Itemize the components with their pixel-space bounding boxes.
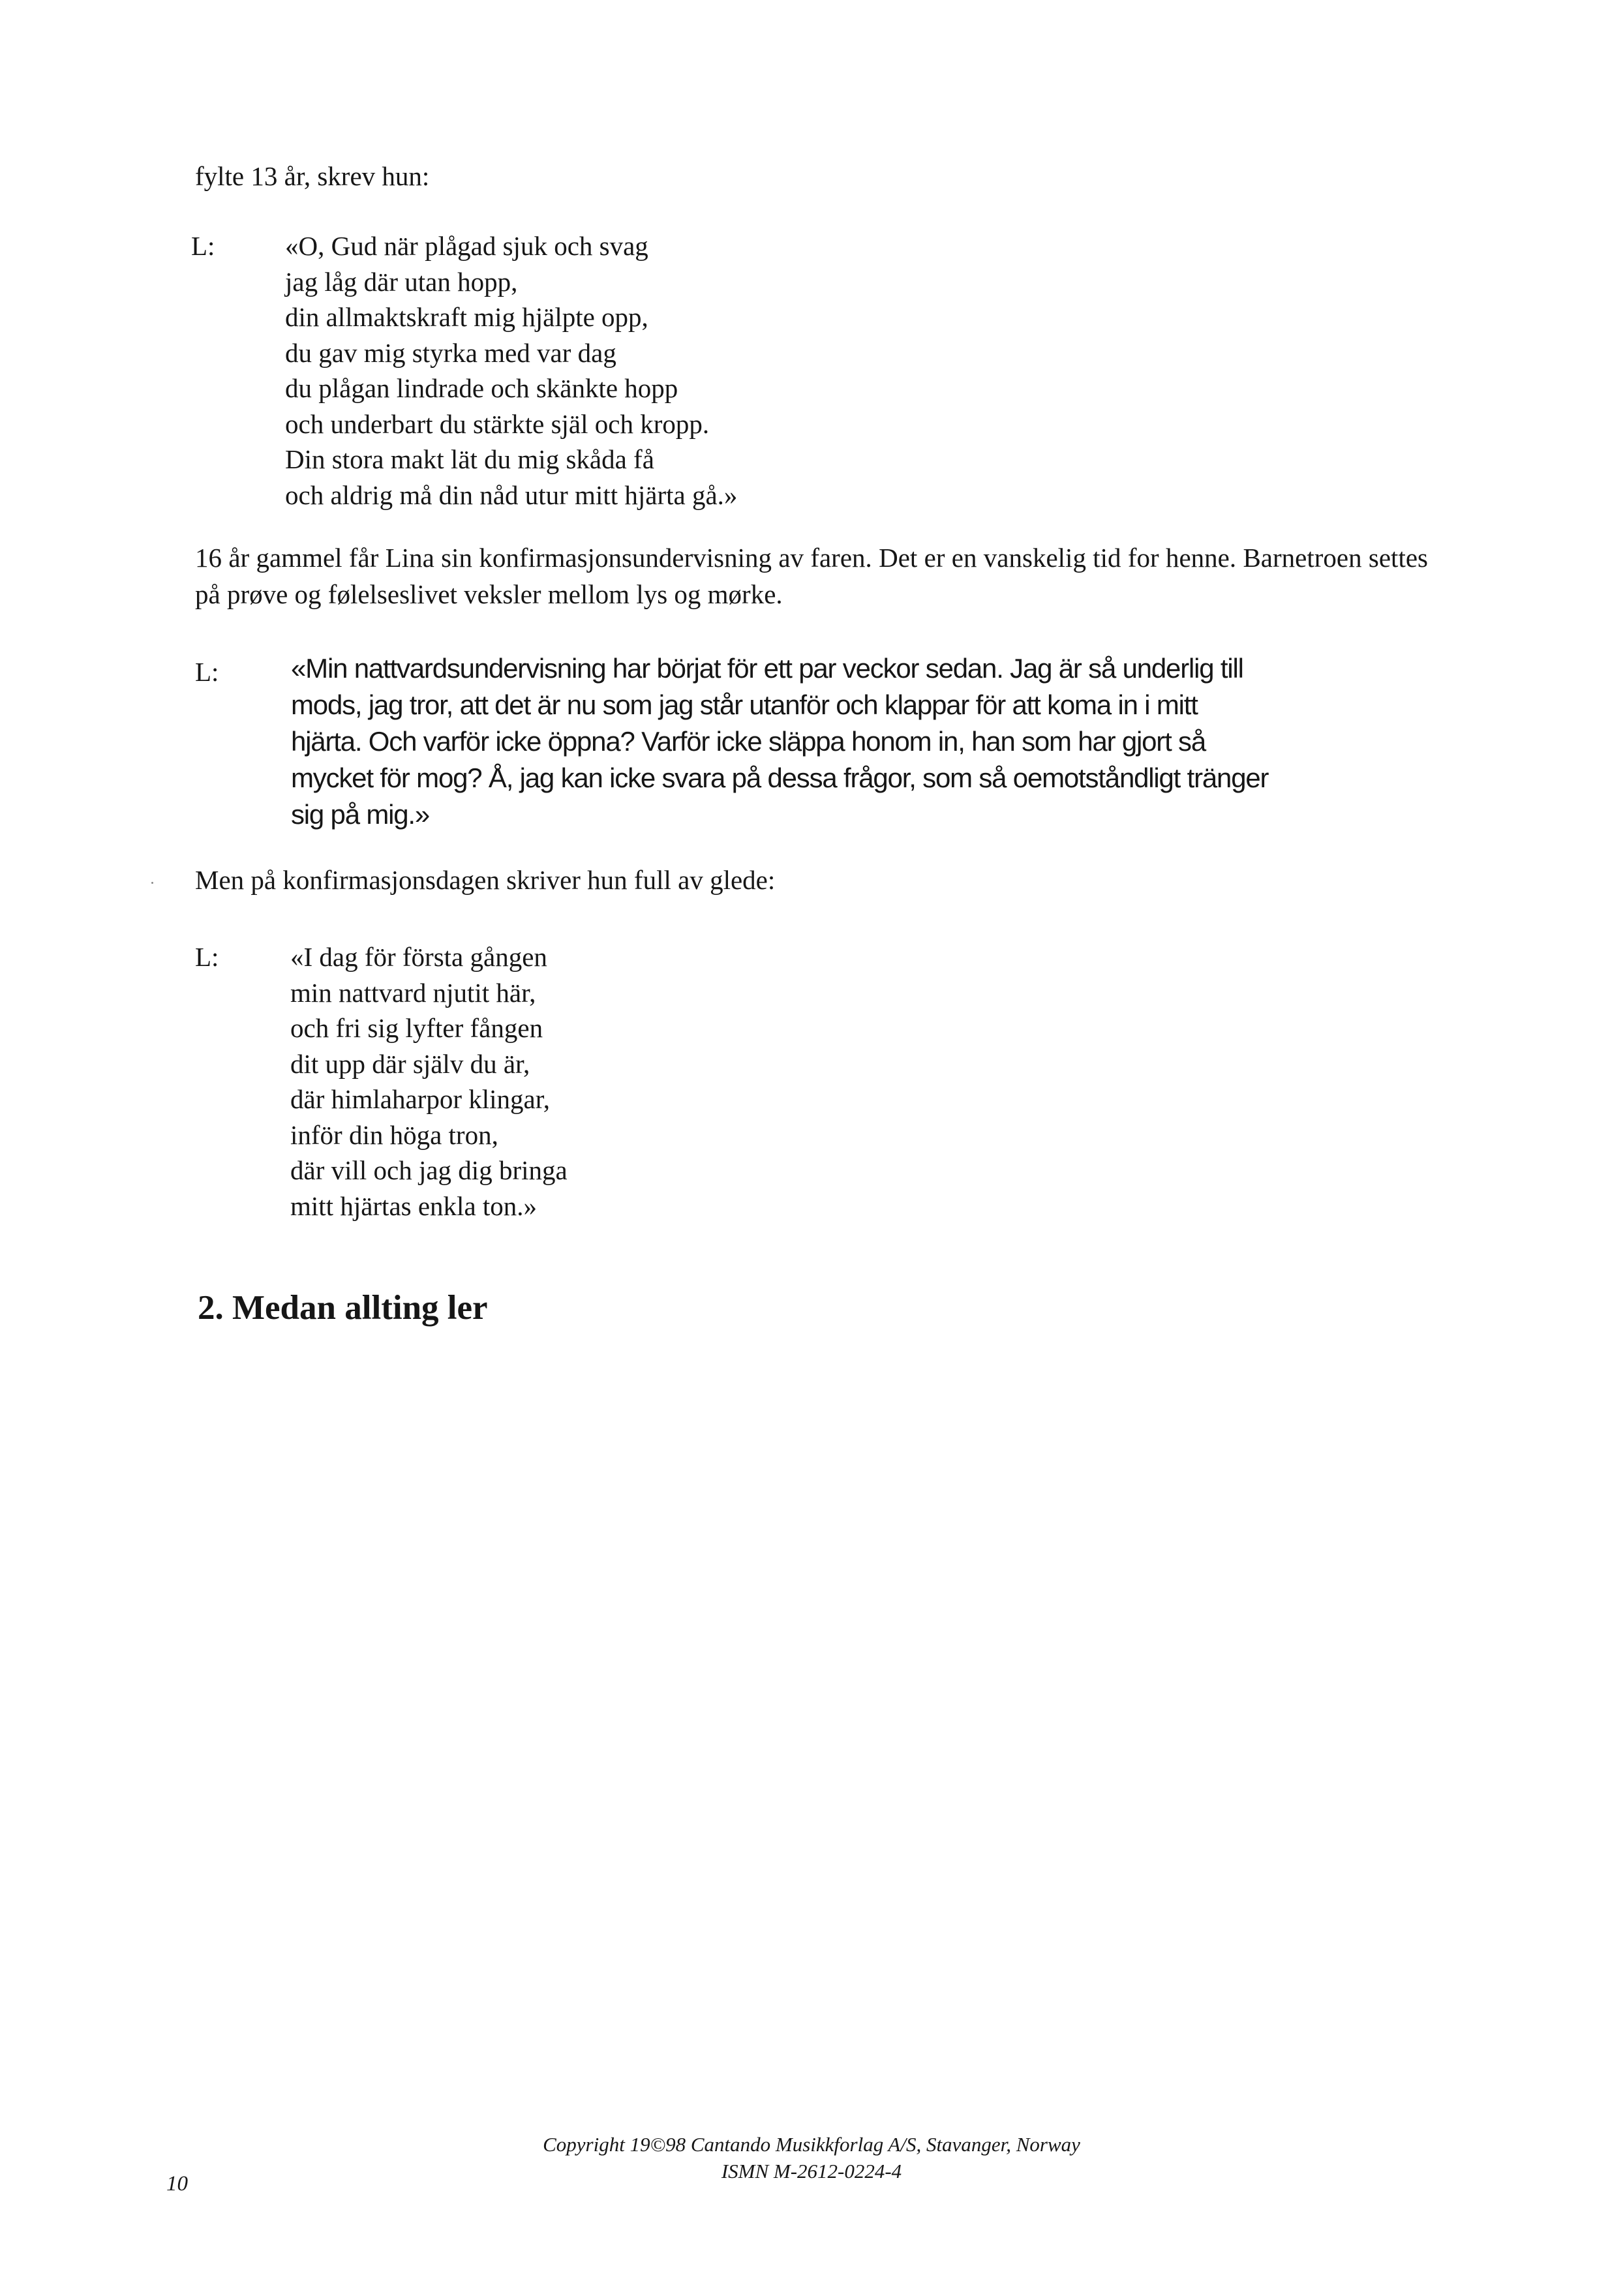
poem-line: du plågan lindrade och skänkte hopp [285,373,678,403]
poem-line: mitt hjärtas enkla ton.» [290,1190,538,1221]
prose-line: «Min nattvardsundervisning har börjat för ett par veckor sedan. Jag är så underlig till [291,653,1243,684]
poem-line: min nattvard njutit här, [290,977,536,1008]
poem-line: och aldrig må din nåd utur mitt hjärta gå.» [285,479,738,510]
prose-line: hjärta. Och varför icke öppna? Varför icke släppa honom in, han som har gjort så [291,726,1206,757]
prose-line: sig på mig.» [291,799,430,830]
poem-line: jag låg där utan hopp, [285,266,518,297]
poem-line: där vill och jag dig bringa [290,1155,568,1185]
quote2-prose [291,650,1419,833]
quote3-speaker: L: [195,942,219,972]
paragraph-konfirmasjon: 16 år gammel får Lina sin konfirmasjonsundervisning av faren. Det er en vanskelig tid for henne. Barnetroen settes på prøve og følelseslivet veksler mellom lys og mørke. [195,543,1428,609]
poem-line: «I dag för första gången [290,942,547,972]
paragraph-glede: Men på konfirmasjonsdagen skriver hun full av glede: [195,865,776,895]
poem-line: «O, Gud när plågad sjuk och svag [285,231,648,261]
poem-line: Din stora makt lät du mig skåda få [285,444,654,474]
prose-line: mods, jag tror, att det är nu som jag står utanför och klappar för att koma in i mitt [291,689,1198,720]
poem-line: och underbart du stärkte själ och kropp. [285,408,710,439]
scan-speck [151,882,153,884]
footer-copyright: Copyright 19©98 Cantando Musikkforlag A/S, Stavanger, Norway [543,2133,1080,2156]
poem-line: du gav mig styrka med var dag [285,337,616,368]
quote3-poem [290,939,568,1224]
quote1-poem [285,228,737,513]
intro-line: fylte 13 år, skrev hun: [195,161,430,191]
prose-line: mycket för mog? Å, jag kan icke svara på dessa frågor, som så oemotståndligt tränger [291,763,1269,793]
section-heading: 2. Medan allting ler [198,1289,488,1327]
page-number: 10 [166,2172,188,2196]
poem-line: inför din höga tron, [290,1119,498,1150]
poem-line: din allmaktskraft mig hjälpte opp, [285,302,648,332]
quote2-speaker: L: [195,657,219,687]
footer-ismn: ISMN M-2612-0224-4 [721,2160,902,2183]
poem-line: där himlaharpor klingar, [290,1084,550,1114]
poem-line: dit upp där själv du är, [290,1048,530,1079]
poem-line: och fri sig lyfter fången [290,1013,543,1043]
quote1-speaker: L: [191,231,215,261]
